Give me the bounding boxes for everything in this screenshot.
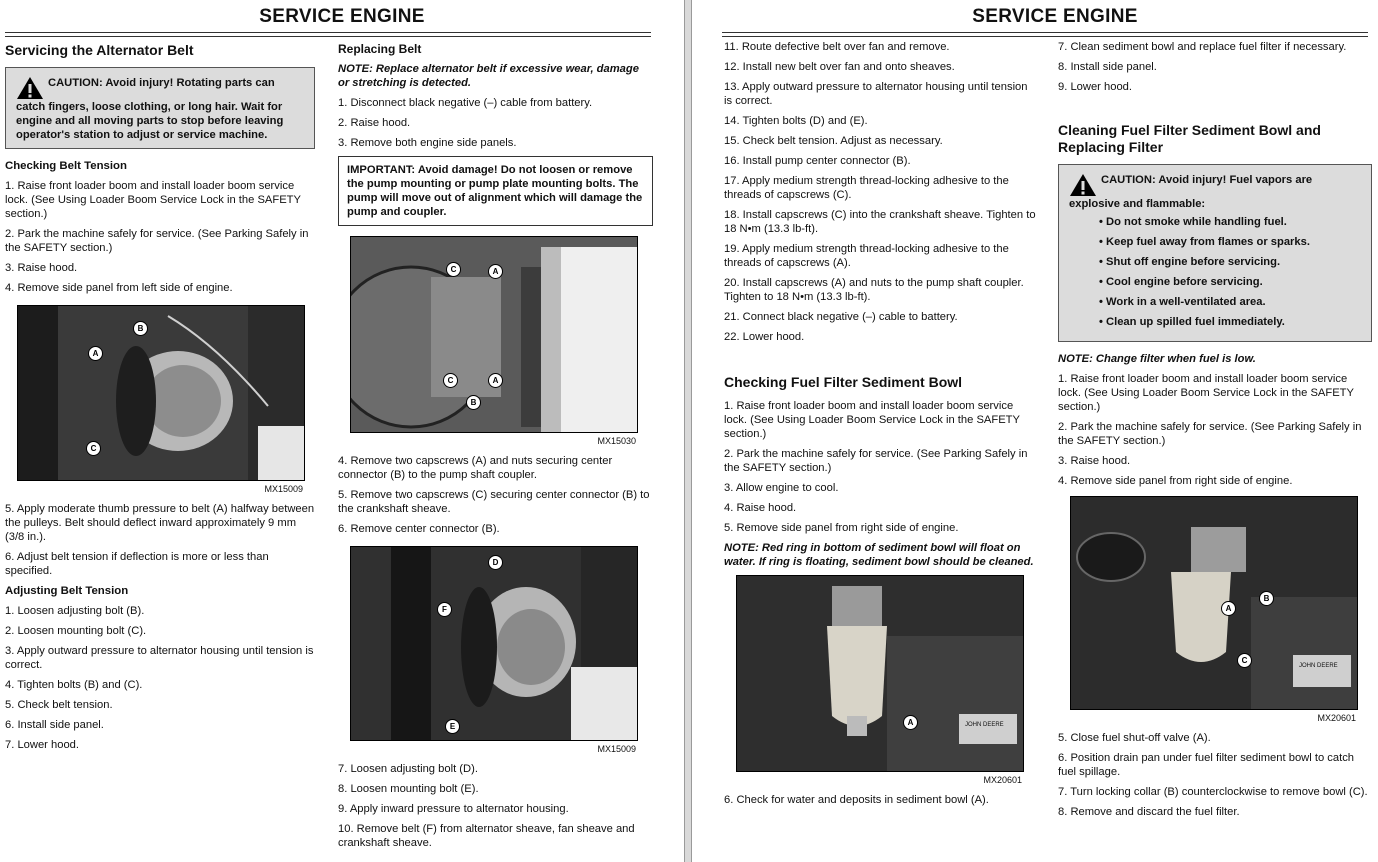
step: 8. Install side panel. [1058,61,1157,73]
note: NOTE: Red ring in bottom of sediment bowl will float on water. If ring is floating, sediment bowl should be cleaned. [724,542,1034,568]
caution-box [1058,164,1372,342]
callout-label: C [1237,653,1252,668]
figure-code: MX15009 [597,744,636,754]
callout-label: A [488,373,503,388]
step: 3. Remove both engine side panels. [338,137,517,149]
step: 15. Check belt tension. Adjust as necessary. [724,135,943,147]
caution-item: • Shut off engine before servicing. [1099,256,1281,268]
caution-item: • Work in a well-ventilated area. [1099,296,1266,308]
step: 6. Position drain pan under fuel filter sediment bowl to catch fuel spillage. [1058,752,1355,778]
step: 1. Raise front loader boom and install loader boom service lock. (See Using Loader Boom Service Lock in the SAFETY section.) [724,400,1020,440]
step: 6. Adjust belt tension if deflection is more or less than specified. [5,551,269,577]
subsection-title: Adjusting Belt Tension [5,585,129,597]
step: 5. Remove two capscrews (C) securing center connector (B) to the crankshaft sheave. [338,489,650,515]
callout-label: C [446,262,461,277]
caution-item: • Clean up spilled fuel immediately. [1099,316,1285,328]
callout-label: F [437,602,452,617]
callout-label: A [1221,601,1236,616]
step: 12. Install new belt over fan and onto sheaves. [724,61,955,73]
step: 16. Install pump center connector (B). [724,155,911,167]
step: 7. Loosen adjusting bolt (D). [338,763,478,775]
warning-icon [1069,173,1097,197]
alternator-photo [17,305,305,481]
page-header: SERVICE ENGINE [259,6,425,27]
step: 18. Install capscrews (C) into the crankshaft sheave. Tighten to 18 N•m (13.3 lb-ft). [724,209,1036,235]
right-column-1 [724,40,1036,813]
step: 3. Allow engine to cool. [724,482,839,494]
step: 4. Remove side panel from right side of engine. [1058,475,1293,487]
section-title: Servicing the Alternator Belt [5,42,194,58]
nameplate-text: JOHN DEERE [1299,663,1338,669]
left-column-1 [5,40,315,758]
important-box: IMPORTANT: Avoid damage! Do not loosen or remove the pump mounting or pump plate mounting bolts. The pump will move out of alignment which will damage the pump and coupler. [338,156,653,226]
callout-label: A [88,346,103,361]
caution-item: • Cool engine before servicing. [1099,276,1263,288]
step: 1. Raise front loader boom and install loader boom service lock. (See Using Loader Boom Service Lock in the SAFETY section.) [5,180,301,220]
nameplate-text: JOHN DEERE [965,722,1004,728]
figure-code: MX15030 [597,436,636,446]
coupler-photo [350,236,638,433]
step: 2. Park the machine safely for service. (See Parking Safely in the SAFETY section.) [1058,421,1362,447]
step: 21. Connect black negative (–) cable to battery. [724,311,958,323]
callout-label: D [488,555,503,570]
step: 5. Close fuel shut-off valve (A). [1058,732,1211,744]
step: 3. Apply outward pressure to alternator housing until tension is correct. [5,645,314,671]
caution-text: CAUTION: Avoid injury! Rotating parts can catch fingers, loose clothing, or long hair. Wait for engine and all moving parts to stop before leaving operator's station to adjust or service machine. [16,77,284,141]
left-column-2 [338,40,653,856]
step: 17. Apply medium strength thread-locking adhesive to the threads of capscrews (C). [724,175,1009,201]
caution-item: • Keep fuel away from flames or sparks. [1099,236,1310,248]
step: 4. Tighten bolts (B) and (C). [5,679,143,691]
step: 6. Install side panel. [5,719,104,731]
figure-code: MX15009 [264,484,303,494]
caution-list [1099,215,1361,329]
step: 7. Lower hood. [5,739,80,751]
step: 6. Check for water and deposits in sediment bowl (A). [724,794,989,806]
note: NOTE: Change filter when fuel is low. [1058,353,1256,365]
step: 4. Raise hood. [724,502,797,514]
figure-code: MX20601 [983,775,1022,785]
step: 1. Disconnect black negative (–) cable from battery. [338,97,593,109]
caution-box [5,67,315,149]
callout-label: A [903,715,918,730]
callout-label: B [1259,591,1274,606]
callout-label: A [488,264,503,279]
callout-label: B [466,395,481,410]
note: NOTE: Replace alternator belt if excessive wear, damage or stretching is detected. [338,63,639,89]
step: 3. Raise hood. [1058,455,1131,467]
left-page [0,0,684,862]
step: 5. Remove side panel from right side of engine. [724,522,959,534]
header-rule [5,32,651,37]
step: 5. Apply moderate thumb pressure to belt (A) halfway between the pulleys. Belt should deflect inward approximately 9 mm (3/8 in.). [5,503,315,543]
step: 8. Loosen mounting bolt (E). [338,783,479,795]
callout-label: C [86,441,101,456]
fuel-filter-photo [1070,496,1358,710]
callout-label: C [443,373,458,388]
caution-item: • Do not smoke while handling fuel. [1099,216,1287,228]
caution-text: CAUTION: Avoid injury! Fuel vapors are explosive and flammable: [1069,174,1313,210]
step: 7. Clean sediment bowl and replace fuel filter if necessary. [1058,41,1347,53]
step: 2. Raise hood. [338,117,411,129]
step: 13. Apply outward pressure to alternator housing until tension is correct. [724,81,1028,107]
step: 10. Remove belt (F) from alternator sheave, fan sheave and crankshaft sheave. [338,823,635,849]
step: 2. Park the machine safely for service. (See Parking Safely in the SAFETY section.) [724,448,1028,474]
subsection-title: Checking Belt Tension [5,160,127,172]
figure-code: MX20601 [1317,713,1356,723]
step: 2. Loosen mounting bolt (C). [5,625,147,637]
step: 8. Remove and discard the fuel filter. [1058,806,1240,818]
right-column-2 [1058,40,1372,825]
step: 5. Check belt tension. [5,699,113,711]
book-gutter [684,0,692,862]
section-title: Checking Fuel Filter Sediment Bowl [724,374,963,390]
page-header: SERVICE ENGINE [972,6,1138,27]
header-rule [722,32,1368,37]
step: 3. Raise hood. [5,262,78,274]
step: 2. Park the machine safely for service. (See Parking Safely in the SAFETY section.) [5,228,309,254]
step: 14. Tighten bolts (D) and (E). [724,115,868,127]
step: 4. Remove two capscrews (A) and nuts securing center connector (B) to the pump shaft coupler. [338,455,613,481]
step: 9. Apply inward pressure to alternator housing. [338,803,569,815]
right-page [692,0,1378,862]
step: 9. Lower hood. [1058,81,1133,93]
step: 1. Raise front loader boom and install loader boom service lock. (See Using Loader Boom Service Lock in the SAFETY section.) [1058,373,1354,413]
step: 7. Turn locking collar (B) counterclockwise to remove bowl (C). [1058,786,1368,798]
alternator-belt-photo [350,546,638,741]
step: 1. Loosen adjusting bolt (B). [5,605,145,617]
step: 19. Apply medium strength thread-locking adhesive to the threads of capscrews (A). [724,243,1009,269]
section-title: Replacing Belt [338,42,422,56]
step: 6. Remove center connector (B). [338,523,500,535]
callout-label: E [445,719,460,734]
callout-label: B [133,321,148,336]
sediment-bowl-photo [736,575,1024,772]
step: 22. Lower hood. [724,331,805,343]
step: 4. Remove side panel from left side of engine. [5,282,233,294]
step: 11. Route defective belt over fan and remove. [724,41,950,53]
warning-icon [16,76,44,100]
section-title: Cleaning Fuel Filter Sediment Bowl and Replacing Filter [1058,122,1321,155]
step: 20. Install capscrews (A) and nuts to the pump shaft coupler. Tighten to 18 N•m (13.3 lb-ft). [724,277,1024,303]
